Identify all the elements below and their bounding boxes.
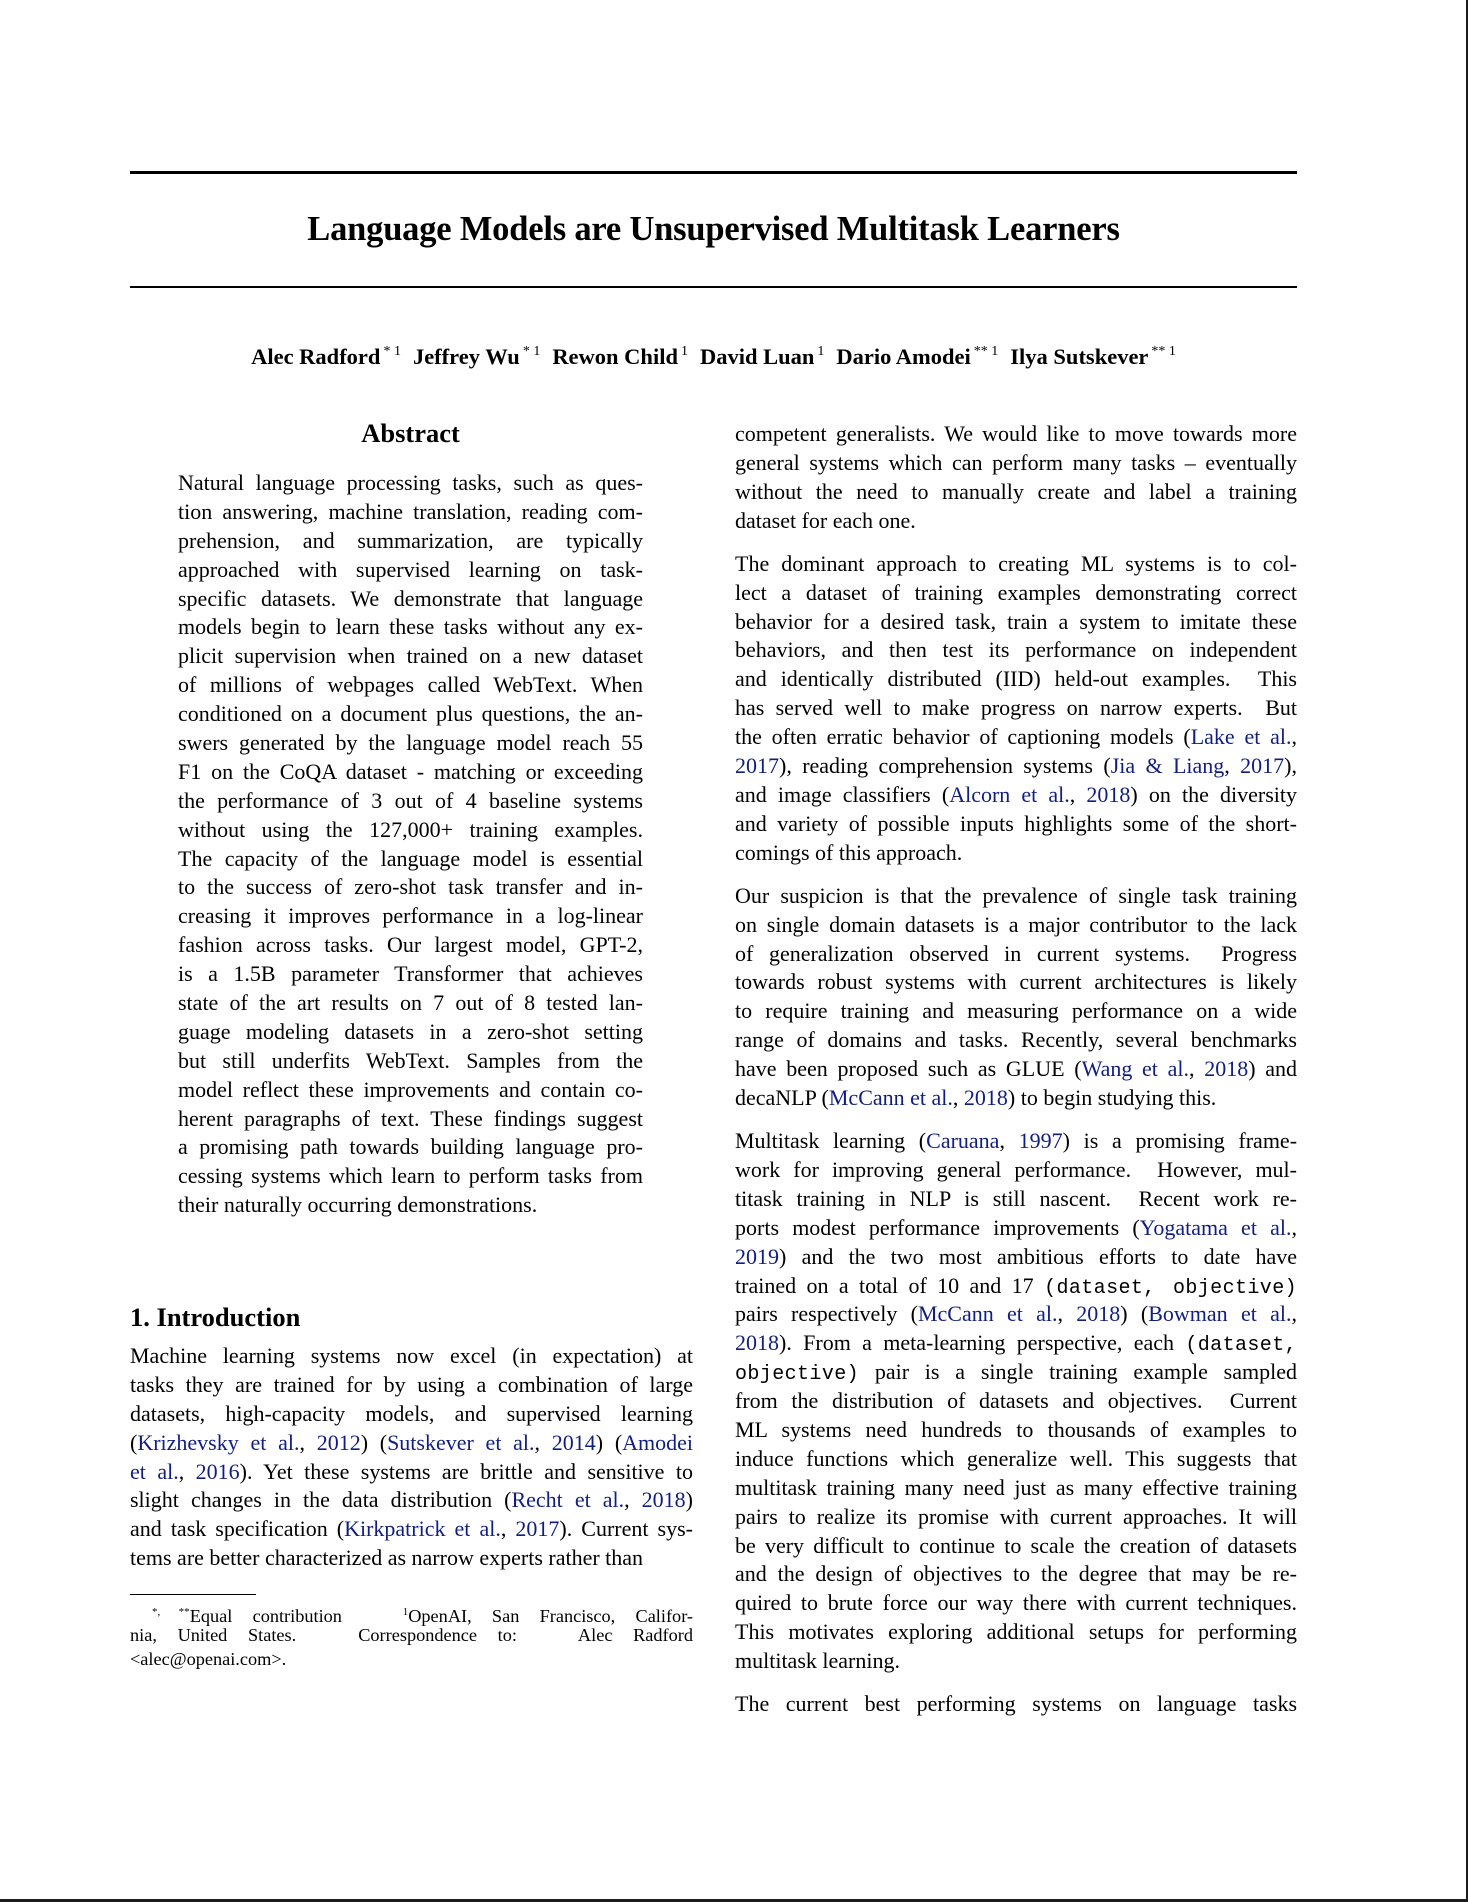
abstract-line: is a 1.5B parameter Transformer that achieves (178, 961, 643, 987)
abstract-line: state of the art results on 7 out of 8 tested lan- (178, 990, 643, 1016)
abstract-line: creasing it improves performance in a log-linear (178, 903, 643, 929)
text-run: without the need to manually create and label a training (735, 478, 1297, 504)
text-run: and image classifiers ( (735, 781, 950, 807)
text-line (130, 1429, 693, 1458)
text-line (130, 1544, 693, 1573)
text-line (735, 1084, 1297, 1113)
citation-link[interactable]: Jia & Liang (1110, 752, 1225, 778)
abstract-line: The capacity of the language model is essential (178, 845, 643, 871)
citation-link[interactable]: Amodei (622, 1429, 694, 1455)
citation-link[interactable]: Alcorn et al. (949, 781, 1070, 807)
text-line (735, 1214, 1297, 1243)
text-line (735, 1127, 1297, 1156)
text-run: The current best performing systems on language tasks (735, 1691, 1297, 1717)
citation-link[interactable]: 1997 (1018, 1128, 1063, 1154)
text-run: ). From a meta-learning perspective, each (779, 1330, 1186, 1356)
text-run: , (534, 1429, 552, 1455)
text-line (735, 550, 1297, 579)
text-line (735, 1618, 1297, 1647)
text-line (735, 810, 1297, 839)
text-line (735, 1474, 1297, 1503)
text-line (735, 665, 1297, 694)
text-run: , (952, 1084, 964, 1110)
citation-link[interactable]: 2016 (195, 1458, 240, 1484)
text-run: on single domain datasets is a major contributor to the lack (735, 911, 1297, 937)
text-line (735, 911, 1297, 940)
abstract-line: their naturally occurring demonstrations. (178, 1192, 538, 1218)
text-run: , (999, 1128, 1019, 1154)
author-name-text: Jeffrey Wu (412, 344, 520, 369)
citation-link[interactable]: 2018 (1076, 1301, 1121, 1327)
abstract-line: without using the 127,000+ training examples. (178, 816, 643, 842)
citation-link[interactable]: Krizhevsky et al. (137, 1429, 300, 1455)
text-run: , (1291, 1214, 1297, 1240)
monospace-text: (dataset, (1185, 1334, 1297, 1358)
citation-link[interactable]: 2018 (735, 1330, 779, 1356)
abstract-line: fashion across tasks. Our largest model, GPT-2, (178, 932, 643, 958)
abstract-heading: Abstract (361, 418, 460, 448)
text-run: ) on the diversity (1130, 781, 1297, 807)
text-line (735, 723, 1297, 752)
abstract-line: herent paragraphs of text. These findings suggest (178, 1105, 643, 1131)
footnote-mark-affiliation: 1 (402, 1606, 409, 1618)
citation-link[interactable]: 2012 (316, 1429, 361, 1455)
text-run: The dominant approach to creating ML systems is to col- (735, 550, 1297, 576)
citation-link[interactable]: Yogatama et al. (1139, 1214, 1292, 1240)
text-run: ) and (1248, 1056, 1297, 1082)
text-run: towards robust systems with current architectures is likely (735, 969, 1297, 995)
text-run: slight changes in the data distribution ( (130, 1487, 512, 1513)
text-line (130, 1371, 693, 1400)
text-run: and task specification ( (130, 1516, 345, 1542)
text-run: ports modest performance improvements ( (735, 1214, 1140, 1240)
text-run: of generalization observed in current systems. Progress (735, 940, 1297, 966)
citation-link[interactable]: Recht et al. (511, 1487, 625, 1513)
text-run: ) (685, 1487, 693, 1513)
citation-link[interactable]: et al. (130, 1458, 179, 1484)
text-run: induce functions which generalize well. This suggests that (735, 1445, 1297, 1471)
text-run: behavior for a desired task, train a system to imitate these (735, 608, 1297, 634)
text-run: ), reading comprehension systems ( (779, 752, 1111, 778)
abstract-line: the performance of 3 out of 4 baseline systems (178, 787, 643, 813)
abstract-line: Natural language processing tasks, such as ques- (178, 470, 643, 495)
text-run: , (1189, 1056, 1205, 1082)
text-line (735, 579, 1297, 608)
text-run: ) ( (360, 1429, 388, 1455)
citation-link[interactable]: 2018 (963, 1084, 1008, 1110)
author-name (251, 337, 401, 372)
text-run: , (1291, 724, 1297, 750)
abstract-line: of millions of webpages called WebText. When (178, 672, 643, 698)
abstract-line: specific datasets. We demonstrate that language (178, 585, 643, 611)
citation-link[interactable]: 2019 (735, 1243, 779, 1269)
abstract-body (178, 469, 643, 1220)
text-line (735, 1387, 1297, 1416)
abstract-line: models begin to learn these tasks without any ex- (178, 614, 643, 640)
text-run: pairs to realize its promise with current approaches. It will (735, 1503, 1297, 1529)
text-line (130, 1515, 693, 1544)
text-run: , (1069, 781, 1087, 807)
text-run: Machine learning systems now excel (in expectation) at (130, 1343, 693, 1368)
text-run: , (1291, 1301, 1297, 1327)
abstract-line: tion answering, machine translation, reading com- (178, 498, 643, 524)
text-run: from the distribution of datasets and objectives. Current (735, 1388, 1297, 1414)
text-run: tasks they are trained for by using a combination of large (130, 1371, 693, 1397)
abstract-line: prehension, and summarization, are typically (178, 527, 643, 553)
text-run: This motivates exploring additional setups for performing (735, 1619, 1297, 1645)
author-name (700, 337, 824, 372)
body-paragraph (735, 882, 1297, 1113)
abstract-line: model reflect these improvements and contain co- (178, 1076, 643, 1102)
text-run: ) is a promising frame- (1062, 1128, 1298, 1154)
text-line (735, 839, 1297, 868)
footnote-equal-contribution: Equal contribution (189, 1606, 342, 1626)
text-line (130, 1458, 693, 1487)
author-name-text: Dario Amodei (836, 344, 971, 369)
citation-link[interactable]: Caruana (926, 1128, 1000, 1154)
author-name-text: David Luan (699, 344, 815, 369)
text-line (735, 997, 1297, 1026)
text-run: pairs respectively ( (735, 1301, 918, 1327)
paper-title: Language Models are Unsupervised Multitask Learners (307, 210, 1120, 248)
text-line (130, 1400, 693, 1429)
abstract-line: conditioned on a document plus questions, the an- (178, 701, 643, 727)
text-line (735, 1560, 1297, 1589)
text-line (735, 1532, 1297, 1561)
text-run: titask training in NLP is still nascent. Recent work re- (735, 1185, 1297, 1211)
text-line (735, 507, 1297, 536)
text-run: range of domains and tasks. Recently, several benchmarks (735, 1027, 1297, 1053)
citation-link[interactable]: 2017 (1240, 752, 1285, 778)
text-line (735, 608, 1297, 637)
author-affiliation-mark: 1 (817, 344, 825, 359)
introduction-paragraph (130, 1342, 693, 1573)
text-run: ) and the two most ambitious efforts to date have (779, 1243, 1297, 1269)
text-run: behaviors, and then test its performance on independent (735, 637, 1297, 663)
author-name-text: Ilya Sutskever (1010, 344, 1149, 369)
citation-link[interactable]: Sutskever et al. (387, 1429, 535, 1455)
text-run: to require training and measuring performance on a wide (735, 998, 1297, 1024)
text-run: the often erratic behavior of captioning models ( (735, 724, 1191, 750)
text-line (735, 1243, 1297, 1272)
abstract-line: to the success of zero-shot task transfer and in- (178, 874, 643, 900)
text-line (735, 636, 1297, 665)
right-column (735, 420, 1297, 1733)
text-line (735, 1185, 1297, 1214)
citation-link[interactable]: 2017 (515, 1516, 560, 1542)
monospace-text: objective) (735, 1363, 860, 1387)
body-paragraph (735, 420, 1297, 536)
author-affiliation-mark: * 1 (383, 344, 401, 359)
text-line (735, 449, 1297, 478)
citation-link[interactable]: McCann et al. (917, 1301, 1058, 1327)
text-line (735, 1690, 1297, 1719)
author-list (130, 337, 1297, 372)
author-affiliation-mark: * 1 (522, 344, 541, 359)
text-line (735, 940, 1297, 969)
text-line (735, 1055, 1297, 1084)
text-run: has served well to make progress on narrow experts. But (735, 695, 1297, 721)
abstract-line: a promising path towards building language pro- (178, 1134, 643, 1160)
text-run: trained on a total of 10 and 17 (735, 1272, 1045, 1298)
footnote-mark-equal: *, ** (152, 1606, 190, 1618)
author-name-text: Rewon Child (552, 344, 678, 369)
footnote-correspondence: nia, United States. Correspondence to: Alec Radford (130, 1625, 693, 1646)
text-run: and the design of objectives to the degree that may be re- (735, 1561, 1297, 1587)
citation-link[interactable]: 2014 (551, 1429, 596, 1455)
text-run: dataset for each one. (735, 507, 916, 533)
text-run: Multitask learning ( (735, 1128, 927, 1154)
text-run: decaNLP ( (735, 1084, 829, 1110)
text-run: Our suspicion is that the prevalence of single task training (735, 882, 1297, 908)
author-name-text: Alec Radford (251, 344, 381, 369)
text-run: , (1224, 752, 1241, 778)
citation-link[interactable]: 2018 (641, 1487, 686, 1513)
abstract-line: plicit supervision when trained on a new dataset (178, 643, 643, 669)
text-line (735, 1416, 1297, 1445)
author-name (1010, 337, 1176, 372)
text-run: datasets, high-capacity models, and supervised learning (130, 1400, 693, 1426)
text-run: ( (130, 1429, 138, 1455)
text-line (130, 1342, 693, 1371)
author-name (552, 337, 688, 372)
monospace-text: (dataset, objective) (1044, 1276, 1297, 1300)
abstract-line: F1 on the CoQA dataset - matching or exceeding (178, 758, 643, 784)
text-line (130, 1486, 693, 1515)
citation-link[interactable]: 2018 (1086, 781, 1131, 807)
text-line (735, 1445, 1297, 1474)
author-name (836, 337, 998, 372)
text-run: be very difficult to continue to scale the creation of datasets (735, 1532, 1297, 1558)
text-run: , (624, 1487, 642, 1513)
text-run: and variety of possible inputs highlights some of the short- (735, 810, 1297, 836)
citation-link[interactable]: 2017 (735, 752, 779, 778)
text-run: multitask learning. (735, 1648, 900, 1674)
text-run: , (178, 1458, 196, 1484)
footnote-rule (130, 1594, 256, 1595)
author-affiliation-mark: ** 1 (1151, 344, 1176, 359)
text-line (735, 1358, 1297, 1387)
text-run: comings of this approach. (735, 839, 963, 865)
text-run: , (500, 1516, 516, 1542)
text-line (735, 694, 1297, 723)
text-run: have been proposed such as GLUE ( (735, 1056, 1082, 1082)
text-line (735, 968, 1297, 997)
body-paragraph (735, 550, 1297, 868)
section-heading-introduction: 1. Introduction (130, 1302, 301, 1332)
text-run: lect a dataset of training examples demonstrating correct (735, 579, 1297, 605)
abstract-line: swers generated by the language model reach 55 (178, 730, 643, 756)
body-paragraph (735, 1690, 1297, 1719)
title-rule-top (130, 171, 1297, 174)
text-line (735, 752, 1297, 781)
text-run: ) ( (1120, 1301, 1149, 1327)
abstract-line: but still underfits WebText. Samples from the (178, 1047, 643, 1073)
citation-link[interactable]: Kirkpatrick et al. (344, 1516, 501, 1542)
author-affiliation-mark: 1 (680, 344, 688, 359)
text-line (735, 1300, 1297, 1329)
text-line (735, 781, 1297, 810)
title-rule-bottom (130, 286, 1297, 288)
abstract-line: cessing systems which learn to perform tasks from (178, 1163, 643, 1189)
footnote-email[interactable]: <alec@openai.com>. (130, 1648, 287, 1669)
text-run: ). Current sys- (559, 1516, 693, 1542)
text-line (735, 1503, 1297, 1532)
abstract-line: approached with supervised learning on task- (178, 556, 643, 582)
citation-link[interactable]: Wang et al. (1081, 1056, 1189, 1082)
text-line (735, 1156, 1297, 1185)
body-paragraph (735, 1127, 1297, 1676)
text-line (735, 882, 1297, 911)
text-line (735, 478, 1297, 507)
text-run: quired to brute force our way there with current techniques. (735, 1590, 1297, 1616)
text-line (735, 420, 1297, 449)
text-line (735, 1647, 1297, 1676)
citation-link[interactable]: McCann et al. (828, 1084, 953, 1110)
text-run: and identically distributed (IID) held-out examples. This (735, 666, 1297, 692)
text-run: multitask training many need just as many effective training (735, 1474, 1297, 1500)
text-run: pair is a single training example sampled (859, 1359, 1297, 1385)
text-line (735, 1329, 1297, 1358)
text-run: ) ( (595, 1429, 623, 1455)
text-run: ). Yet these systems are brittle and sensitive to (239, 1458, 693, 1484)
abstract-line: guage modeling datasets in a zero-shot setting (178, 1018, 643, 1044)
text-run: ), (1284, 752, 1297, 778)
text-run: work for improving general performance. However, mul- (735, 1156, 1297, 1182)
text-run: tems are better characterized as narrow experts rather than (130, 1545, 644, 1571)
citation-link[interactable]: Lake et al. (1190, 724, 1292, 750)
text-run: ) to begin studying this. (1007, 1084, 1217, 1110)
citation-link[interactable]: Bowman et al. (1148, 1301, 1292, 1327)
text-line (735, 1272, 1297, 1301)
text-run: competent generalists. We would like to move towards more (735, 421, 1297, 446)
text-line (735, 1589, 1297, 1618)
citation-link[interactable]: 2018 (1204, 1056, 1249, 1082)
author-name (413, 337, 540, 372)
author-affiliation-mark: ** 1 (973, 344, 999, 359)
text-run: general systems which can perform many tasks – eventually (735, 449, 1297, 475)
footnote-affiliation: OpenAI, San Francisco, Califor- (408, 1606, 694, 1626)
text-run: ML systems need hundreds to thousands of examples to (735, 1416, 1297, 1442)
text-run: , (299, 1429, 317, 1455)
text-line (735, 1026, 1297, 1055)
text-run: , (1057, 1301, 1077, 1327)
footnote (130, 1601, 693, 1671)
